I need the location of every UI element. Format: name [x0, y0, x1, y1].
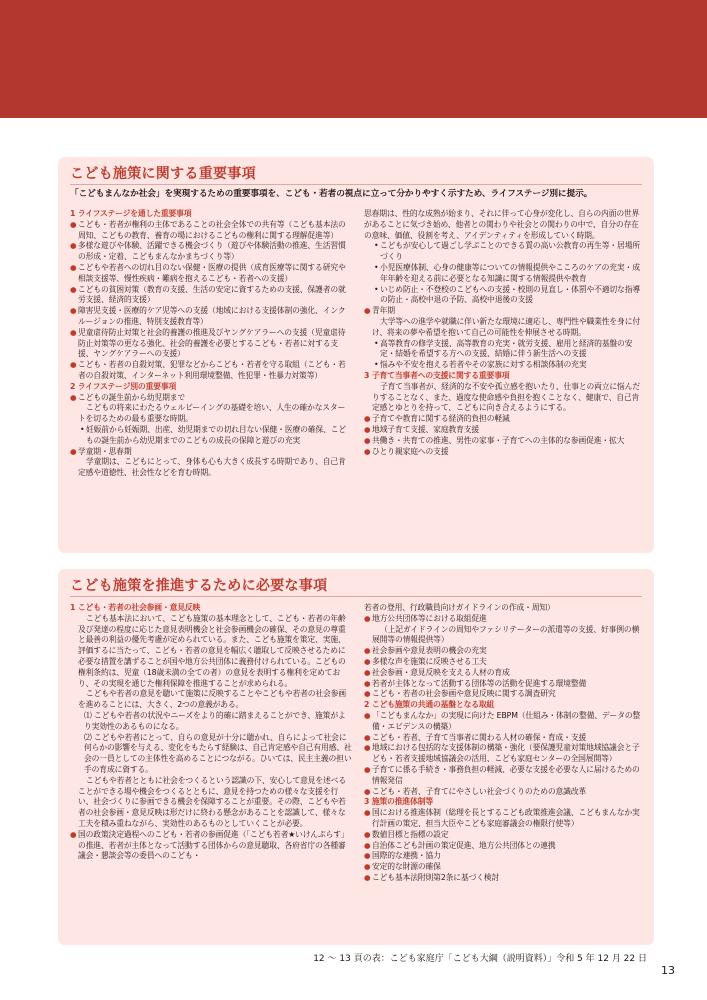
- panel-intro: 「こどもまんなか社会」を実現するための重要事項を、こども・若者の視点に立って分かりやすく示すため、ライフステージ別に提示。: [70, 189, 593, 199]
- bullet-icon: ●: [364, 667, 371, 677]
- bullet-icon: ●: [70, 446, 77, 456]
- sub-list-item-text: 高等教育の修学支援、高等教育の充実・就労支援、雇用と経済的基盤の安定・結婚を希望する方への支援、結婚に伴う新生活への支援: [380, 338, 633, 359]
- bullet-icon: ●: [364, 732, 371, 742]
- right-column: [364, 209, 646, 457]
- bullet-icon: ●: [364, 840, 371, 850]
- sub-list-item-text: 悩みや不安を抱える若者やその家族に対する相談体制の充実: [380, 360, 587, 370]
- bullet-icon: ●: [364, 743, 371, 753]
- bullet-icon: ●: [364, 862, 371, 872]
- sub-list-item: [70, 425, 352, 447]
- page-number: 13: [661, 964, 675, 977]
- list-item-text: こども基本法附則第2条に基づく検討: [372, 872, 500, 882]
- bullet-icon: ●: [70, 262, 77, 272]
- list-item-text: 国における推進体制（総理を長とするこども政策推進会議、こどもまんなか実行計画の策定、担当大臣やこども家庭審議会の権限行使等）: [372, 808, 640, 828]
- sub-list-item: [364, 241, 646, 263]
- list-item-text: こども・若者が権利の主体であることの社会全体での共有等（こども基本法の周知、こどもの教育、養育の場におけるこどもの権利に関する理解促進等）: [78, 219, 346, 240]
- list-item-text: 子育てに係る手続き・事務負担の軽減、必要な支援を必要な人に届けるための情報発信: [372, 764, 640, 785]
- list-item: [70, 447, 352, 458]
- small-bullet-icon: •: [374, 284, 379, 294]
- small-bullet-icon: •: [374, 338, 379, 348]
- section-heading: 3 子育て当事者への支援に関する重要事項: [364, 370, 510, 380]
- bullet-icon: ●: [364, 872, 371, 882]
- list-item: [364, 689, 646, 700]
- list-item-text: 若者が主体となって活動する団体等の活動を促進する環境整備: [372, 678, 587, 688]
- list-item-text: 障害児支援・医療的ケア児等への支援（地域における支援体制の強化、インクルージョンの推進、特別支援教育等）: [78, 306, 346, 326]
- list-item-text: こどもの貧困対策（教育の支援、生活の安定に資するための支援、保護者の就労支援、経済的支援）: [78, 284, 346, 305]
- sub-list-item: [364, 360, 646, 371]
- list-item: [364, 873, 646, 884]
- required-matters-panel: [58, 569, 654, 945]
- list-item-text: こども・若者の社会参画や意見反映に関する調査研究: [372, 689, 556, 699]
- body-paragraph: 若者の登用、行政職員向けガイドラインの作成・周知）: [364, 603, 555, 612]
- sub-list-item: [364, 339, 646, 361]
- bullet-icon: ●: [364, 424, 371, 434]
- list-item-text: 地方公共団体等における取組促進: [372, 613, 487, 623]
- list-item: [364, 841, 646, 852]
- list-item: [70, 830, 352, 862]
- section-heading: 3 施策の推進体制等: [364, 797, 434, 807]
- bullet-icon: ●: [70, 829, 77, 839]
- list-item: [364, 765, 646, 787]
- list-item-text: こども・若者、子育て当事者に関わる人材の確保・育成・支援: [372, 732, 587, 742]
- list-item-text: 「こどもまんなか」の実現に向けた EBPM（仕組み・体制の整備、データの整備・エビデンスの構築）: [372, 710, 641, 731]
- section-heading: 1 ライフステージを通した重要事項: [70, 209, 192, 218]
- bullet-icon: ●: [364, 829, 371, 839]
- bullet-icon: ●: [364, 446, 371, 456]
- list-item: [70, 220, 352, 242]
- bullet-icon: ●: [70, 327, 77, 337]
- list-item: [364, 657, 646, 668]
- title-divider: [70, 184, 642, 185]
- top-banner: [0, 0, 707, 118]
- list-item-text: 安定的な財源の確保: [372, 862, 441, 872]
- list-item-text: 地域子育て支援、家庭教育支援: [372, 424, 480, 434]
- section-heading: 1 こども・若者の社会参画・意見反映: [70, 603, 201, 612]
- bullet-icon: ●: [364, 678, 371, 688]
- sub-list-item-text: いじめ防止・不登校のこどもへの支援・校則の見直し・体罰や不適切な指導の防止・高校中退の予防、高校中退後の支援: [380, 284, 640, 305]
- title-divider: [70, 596, 642, 597]
- list-item: [364, 787, 646, 798]
- left-column: [70, 603, 352, 862]
- body-paragraph: 学童期は、こどもにとって、身体も心も大きく成長する時期であり、自己肯定感や道徳性、社会性などを育む時期。: [78, 457, 346, 478]
- list-item: [364, 646, 646, 657]
- numbered-item: ⑵ こどもや若者にとって、自らの意見が十分に聴かれ、自らによって社会に何らかの影響を与える、変化をもたらす経験は、自己肯定感や自己有用感、社会の一員としての主体性を高めることにつながる。ひいては、民主主義の担い手の育成に資する。: [84, 732, 352, 774]
- list-item-text: 子育てや教育に関する経済的負担の軽減: [372, 414, 510, 424]
- bullet-icon: ●: [364, 851, 371, 861]
- list-item: [364, 679, 646, 690]
- bullet-icon: ●: [364, 306, 371, 316]
- list-item-text: 地域における包括的な支援体制の構築・強化（要保護児童対策地域協議会と子ども・若者支援地域協議会の活用、こども家庭センターの全国展開等）: [372, 743, 640, 764]
- body-paragraph: こどもや若者の意見を聴いて施策に反映することやこどもや若者の社会参画を進めることには、大きく、2つの意義がある。: [78, 689, 346, 710]
- list-item: [70, 241, 352, 263]
- list-item: [364, 851, 646, 862]
- list-item: [364, 414, 646, 425]
- sub-list-item: [364, 263, 646, 285]
- bullet-icon: ●: [364, 764, 371, 774]
- bullet-icon: ●: [364, 414, 371, 424]
- small-bullet-icon: •: [374, 262, 379, 272]
- small-bullet-icon: •: [374, 241, 379, 251]
- list-item: [364, 830, 646, 841]
- bullet-icon: ●: [364, 656, 371, 666]
- sub-list-item-text: 小児医療体制、心身の健康等についての情報提供やこころのケアの充実・成年年齢を迎える前に必要となる知識に関する情報提供や教育: [380, 262, 640, 283]
- list-item: [70, 393, 352, 404]
- list-item-text: こども・若者の自殺対策、犯罪などからこども・若者を守る取組（こども・若者の自殺対策、インターネット利用環境整備、性犯罪・性暴力対策等）: [78, 360, 346, 380]
- list-item-text: こどもや若者への切れ目のない保健・医療の提供（成育医療等に関する研究や相談支援等、慢性疾病・難病を抱えるこども・若者への支援）: [78, 262, 346, 283]
- list-item-text: 多様な声を施策に反映させる工夫: [372, 656, 487, 666]
- sub-list-item-text: こどもが安心して過ごし学ぶことのできる質の高い公教育の再生等・居場所づくり: [380, 241, 640, 262]
- sub-list-item: [364, 285, 646, 307]
- bullet-icon: ●: [70, 219, 77, 229]
- right-column: [364, 603, 646, 884]
- body-paragraph: こどもの将来にわたるウェルビーイングの基礎を培い、人生の確かなスタートを切るための最も重要な時期。: [78, 403, 346, 424]
- list-item: [364, 425, 646, 436]
- body-paragraph: こども基本法において、こども施策の基本理念として、こども・若者の年齢及び発達の程度に応じた意見表明機会と社会参画機会の確保、その意見の尊重と最善の利益の優先考慮が定められている。また、こども施策を策定、実施、評価するに当たって、こども・若者の意見を幅広く聴取して反映させるために必要な措置を講ずることが国や地方公共団体に義務付けられている。こどもの権利条約は、児童（18歳未満の全ての者）の意見を表明する権利を定めており、その実現を通じた権利保障を推進することが求められる。: [78, 613, 346, 688]
- numbered-item: ⑴ こどもや若者の状況やニーズをより的確に踏まえることができ、施策がより実効性のあるものになる。: [84, 710, 346, 731]
- list-item: [364, 306, 646, 317]
- list-item: [364, 436, 646, 447]
- list-item-text: 社会参画・意見反映を支える人材の育成: [372, 667, 510, 677]
- list-item-text: 社会参画や意見表明の機会の充実: [372, 646, 487, 656]
- body-paragraph: こどもや若者とともに社会をつくるという認識の下、安心して意見を述べることができる場や機会をつくるとともに、意見を持つための様々な支援を行い、社会づくりに参画できる機会を保障することが重要。その際、こどもや若者の社会参画・意見反映は形だけに終わる懸念があることを認識して、様々な工夫を積み重ねながら、実効性のあるものとしていくことが必要。: [78, 775, 346, 828]
- list-item: [70, 285, 352, 307]
- bullet-icon: ●: [70, 306, 77, 316]
- body-paragraph: 大学等への進学や就職に伴い新たな環境に適応し、専門性や職業性を身に付け、将来の夢や希望を抱いて自己の可能性を伸展させる時期。: [372, 316, 640, 337]
- list-item: [364, 743, 646, 765]
- bullet-icon: ●: [70, 360, 77, 370]
- list-item-text: 多様な遊びや体験、活躍できる機会づくり（遊びや体験活動の推進、生活習慣の形成・定着、こどもまんなかまちづくり等）: [78, 241, 346, 262]
- list-item-text: 自治体こども計画の策定促進、地方公共団体との連携: [372, 840, 556, 850]
- bullet-icon: ●: [364, 435, 371, 445]
- bullet-icon: ●: [70, 241, 77, 251]
- panel-title: こども施策に関する重要事項: [70, 166, 256, 182]
- source-note: 12 ～ 13 頁の表：こども家庭庁「こども大綱（説明資料）」令和 5 年 12 月 22 日: [313, 954, 647, 964]
- list-item: [364, 668, 646, 679]
- list-item: [364, 447, 646, 458]
- section-heading: 2 こども施策の共通の基盤となる取組: [364, 700, 495, 710]
- list-item-text: 学童期・思春期: [78, 446, 132, 456]
- small-bullet-icon: •: [374, 360, 379, 370]
- list-item: [70, 360, 352, 382]
- list-item: [364, 711, 646, 733]
- list-item-text: ひとり親家庭への支援: [372, 446, 449, 456]
- list-item-text: 国際的な連携・協力: [372, 851, 441, 861]
- bullet-icon: ●: [364, 808, 371, 818]
- list-item: [364, 733, 646, 744]
- list-item: [70, 263, 352, 285]
- bullet-icon: ●: [364, 710, 371, 720]
- list-item: [364, 862, 646, 873]
- body-paragraph: 子育て当事者が、経済的な不安や孤立感を抱いたり、仕事との両立に悩んだりすることなく、また、過度な使命感や負担を抱くことなく、健康で、自己肯定感とゆとりを持って、こどもに向き合えるようにする。: [372, 381, 640, 413]
- important-matters-panel: [58, 157, 654, 553]
- list-item: [70, 306, 352, 328]
- body-paragraph: （上記ガイドラインの周知やファシリテーターの派遣等の支援、好事例の横展開等の情報提供等）: [372, 624, 640, 645]
- left-column: [70, 209, 352, 479]
- list-item-text: 児童虐待防止対策と社会的養護の推進及びヤングケアラーへの支援（児童虐待防止対策等の更なる強化、社会的養護を必要とするこども・若者に対する支援、ヤングケアラーへの支援）: [78, 327, 346, 359]
- list-item-text: 国の政策決定過程へのこども・若者の参画促進（「こども若者★いけんぷらす」の推進、若者が主体となって活動する団体からの意見聴取、各府省庁の各種審議会・懇談会等の委員へのこども・: [78, 829, 349, 861]
- list-item-text: 青年期: [372, 306, 395, 316]
- list-item: [364, 614, 646, 625]
- panel-title: こども施策を推進するために必要な事項: [70, 578, 328, 594]
- list-item: [364, 808, 646, 830]
- list-item-text: こども・若者、子育てにやさしい社会づくりのための意識改革: [372, 786, 587, 796]
- bullet-icon: ●: [364, 689, 371, 699]
- section-heading: 2 ライフステージ別の重要事項: [70, 381, 177, 391]
- list-item-text: こどもの誕生前から幼児期まで: [78, 392, 186, 402]
- list-item: [70, 328, 352, 360]
- list-item-text: 共働き・共育ての推進、男性の家事・子育てへの主体的な参画促進・拡大: [372, 435, 625, 445]
- body-paragraph: 思春期は、性的な成熟が始まり、それに伴って心身が変化し、自らの内面の世界があることに気づき始め、他者との関わりや社会との関わりの中で、自分の存在の意味、価値、役割を考え、アイデンティティを形成していく時期。: [364, 209, 640, 240]
- bullet-icon: ●: [364, 613, 371, 623]
- bullet-icon: ●: [70, 284, 77, 294]
- list-item-text: 数値目標と指標の設定: [372, 829, 449, 839]
- bullet-icon: ●: [364, 646, 371, 656]
- bullet-icon: ●: [70, 392, 77, 402]
- sub-list-item-text: 妊娠前から妊娠期、出産、幼児期までの切れ目ない保健・医療の確保、こどもの誕生前から幼児期までのこどもの成長の保障と遊びの充実: [86, 424, 346, 445]
- small-bullet-icon: •: [80, 424, 85, 434]
- bullet-icon: ●: [364, 786, 371, 796]
